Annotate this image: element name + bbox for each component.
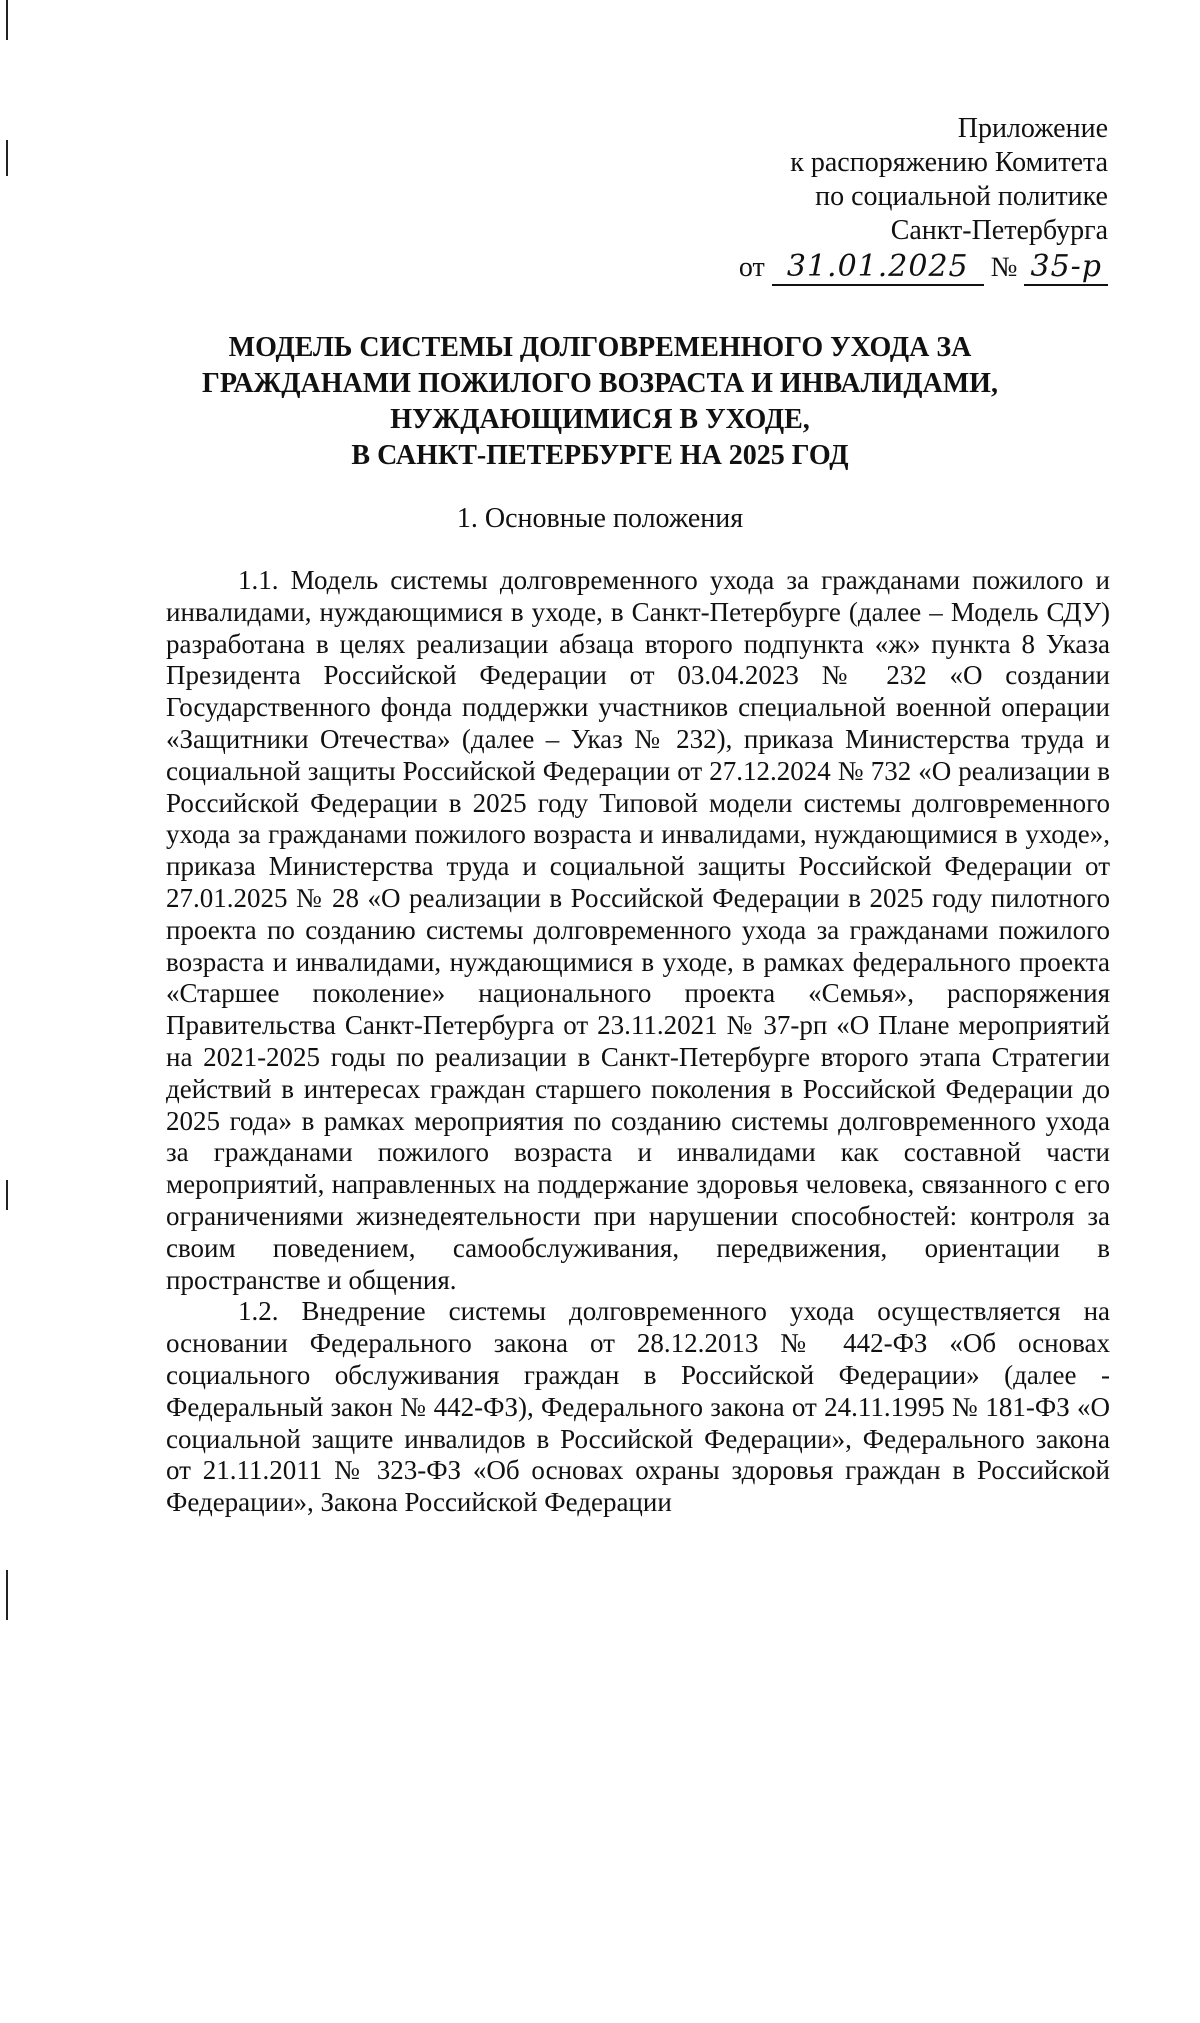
approval-line: по социальной политике <box>815 181 1108 212</box>
section-heading: 1. Основные положения <box>456 503 744 534</box>
document-title <box>150 330 1050 474</box>
approval-date-number-line <box>739 250 1108 286</box>
title-line: В САНКТ-ПЕТЕРБУРГЕ НА 2025 ГОД <box>351 440 849 471</box>
handwritten-date: 31.01.2025 <box>772 250 984 286</box>
approval-block <box>739 112 1108 286</box>
scan-edge-mark <box>6 140 8 176</box>
from-label: от <box>738 252 765 283</box>
scan-edge-mark <box>6 0 8 40</box>
approval-line: к распоряжению Комитета <box>790 147 1108 178</box>
paragraph-1-1: 1.1. Модель системы долговременного ухода за гражданами пожилого и инвалидами, нуждающимися в уходе, в Санкт-Петербурге (далее – Модель СДУ) разработана в целях реализации абзаца второго подпункта «ж» пункта 8 Указа Президента Российской Федерации от 03.04.2023 № 232 «О создании Государственного фонда поддержки участников специальной военной операции «Защитники Отечества» (далее – Указ № 232), приказа Министерства труда и социальной защиты Российской Федерации от 27.12.2024 № 732 «О реализации в Российской Федерации в 2025 году Типовой модели системы долговременного ухода за гражданами пожилого возраста и инвалидами, нуждающимися в уходе», приказа Министерства труда и социальной защиты Российской Федерации от 27.01.2025 № 28 «О реализации в Российской Федерации в 2025 году пилотного проекта по созданию системы долговременного ухода за гражданами пожилого возраста и инвалидами, нуждающимися в уходе, в рамках федерального проекта «Старшее поколение» национального проекта «Семья», распоряжения Правительства Санкт-Петербурга от 23.11.2021 № 37-рп «О Плане мероприятий на 2021-2025 годы по реализации в Санкт-Петербурге второго этапа Стратегии действий в интересах граждан старшего поколения в Российской Федерации до 2025 года» в рамках мероприятия по созданию системы долговременного ухода за гражданами пожилого возраста и инвалидами как составной части мероприятий, направленных на поддержание здоровья человека, связанного с его ограничениями жизнедеятельности при нарушении способностей: контроля за своим поведением, самообслуживания, передвижения, ориентации в пространстве и общения. <box>166 565 1110 1295</box>
handwritten-number: 35-р <box>1024 250 1108 286</box>
approval-line: Приложение <box>957 113 1108 144</box>
number-label: № <box>990 252 1018 283</box>
title-line: МОДЕЛЬ СИСТЕМЫ ДОЛГОВРЕМЕННОГО УХОДА ЗА <box>228 332 972 363</box>
title-line: ГРАЖДАНАМИ ПОЖИЛОГО ВОЗРАСТА И ИНВАЛИДАМИ, <box>202 368 998 399</box>
scan-edge-mark <box>6 1180 8 1210</box>
approval-line: Санкт-Петербурга <box>890 215 1108 246</box>
scan-edge-mark <box>6 1570 8 1620</box>
title-line: НУЖДАЮЩИМИСЯ В УХОДЕ, <box>390 404 810 435</box>
document-body <box>166 565 1110 1519</box>
paragraph-1-2: 1.2. Внедрение системы долговременного ухода осуществляется на основании Федерального закона от 28.12.2013 № 442-ФЗ «Об основах социального обслуживания граждан в Российской Федерации» (далее - Федеральный закон № 442-ФЗ), Федерального закона от 24.11.1995 № 181-ФЗ «О социальной защите инвалидов в Российской Федерации», Федерального закона от 21.11.2011 № 323-ФЗ «Об основах охраны здоровья граждан в Российской Федерации», Закона Российской Федерации <box>166 1296 1110 1518</box>
